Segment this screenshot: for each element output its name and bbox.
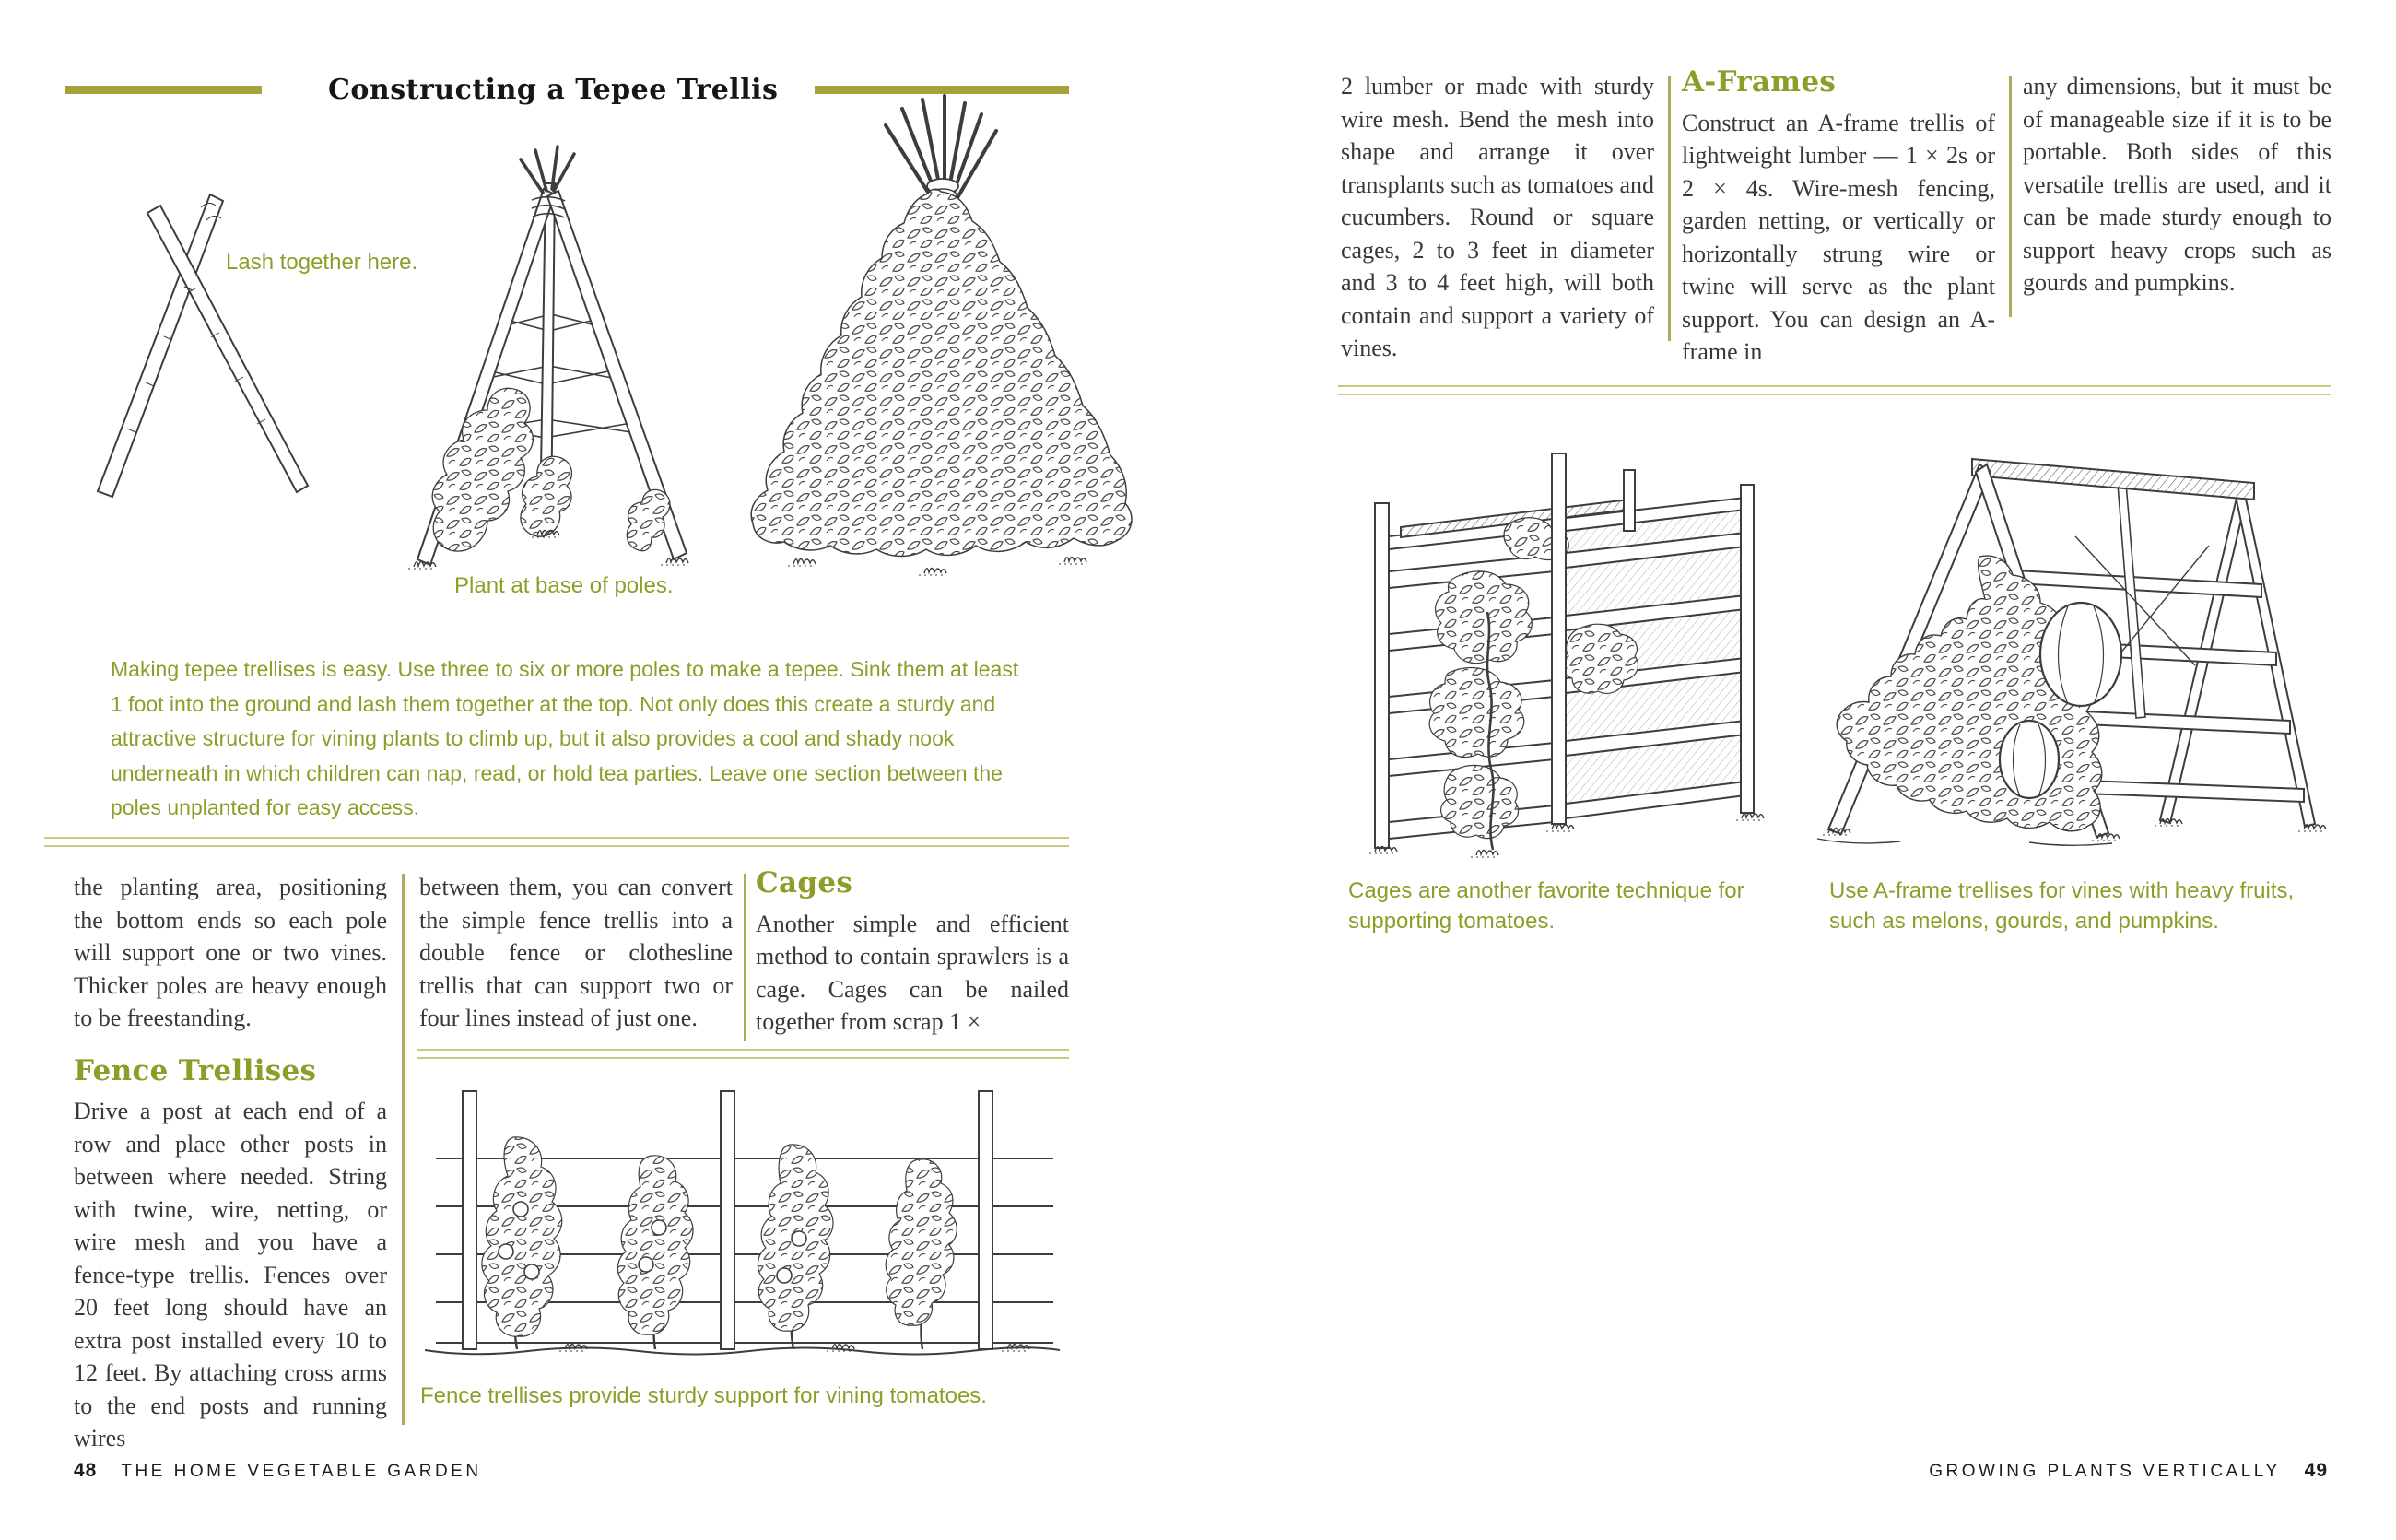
- footer-right: [1929, 1460, 2328, 1482]
- chapter-title: GROWING PLANTS VERTICALLY: [1929, 1462, 2281, 1481]
- tepee-trellis-illustration: [362, 134, 740, 594]
- right-column-2: [1682, 66, 1995, 369]
- page-right: [1338, 0, 2331, 1540]
- plant-label: Plant at base of poles.: [454, 573, 674, 598]
- right-column-1: [1341, 70, 1654, 365]
- aframes-heading: A-Frames: [1682, 65, 1837, 99]
- cage-figure-caption: Cages are another favorite technique for supporting tomatoes.: [1348, 878, 1744, 934]
- column-separator: [744, 874, 746, 1041]
- aframes-text-continued: any dimensions, but it must be of manageable size if it is to be portable. Both sides of this versatile trellis are used, and it can be made sturdy enough to support heavy crops such as gourds and pumpkins.: [2023, 73, 2331, 296]
- aframe-trellis-illustration: [1799, 426, 2333, 866]
- header-rule-left: [65, 86, 262, 94]
- tepee-intro-text: Making tepee trellises is easy. Use three to six or more poles to make a tepee. Sink them at least 1 foot into the ground and lash them together at the top. Not only does this create a sturdy and attractive structure for vining plants to climb up, but it also provides a cool and shady nook underneath in which children can nap, read, or hold tea parties. Leave one section between the poles unplanted for easy access.: [111, 657, 1019, 819]
- left-column-2: [419, 871, 733, 1035]
- page-left: [44, 0, 1069, 1540]
- left-column-1: [74, 871, 387, 1455]
- column-separator: [2009, 76, 2012, 317]
- footer-left: [74, 1460, 482, 1482]
- divider-rule: [44, 837, 1069, 847]
- page-number: 49: [2304, 1460, 2328, 1481]
- fence-trellises-heading: Fence Trellises: [74, 1053, 317, 1087]
- cage-trellis-illustration: [1347, 415, 1799, 866]
- fence-trellises-text: Drive a post at each end of a row and place other posts in between where needed. String with twine, wire, netting, or wire mesh and you have a fence-type trellis. Fences over 20 feet long should have an extra post installed every 10 to 12 feet. By attaching cross arms to the end posts and running wires: [74, 1098, 387, 1452]
- aframe-figure-caption: Use A-frame trellises for vines with heavy fruits, such as melons, gourds, and pumpkins.: [1829, 878, 2295, 934]
- tepee-covered-illustration: [740, 83, 1145, 599]
- aframes-text: Construct an A-frame trellis of lightweight lumber — 1 × 2s or 2 × 4s. Wire-mesh fencing, garden netting, or vertically or horizontally strung wire or twine will serve as the plant support. You can design an A-frame in: [1682, 109, 1995, 365]
- divider-rule: [417, 1049, 1069, 1059]
- fence-trellis-illustration: [417, 1071, 1069, 1370]
- cages-text: Another simple and efficient method to contain sprawlers is a cage. Cages can be nailed together from scrap 1 ×: [756, 910, 1069, 1035]
- cages-text-continued: 2 lumber or made with sturdy wire mesh. Bend the mesh into shape and arrange it over transplants such as tomatoes and cucumbers. Round or square cages, 2 to 3 feet in diameter and 3 to 4 feet high, will both contain and support a variety of vines.: [1341, 73, 1654, 361]
- fence-figure-caption: Fence trellises provide sturdy support for vining tomatoes.: [420, 1383, 987, 1408]
- body-text-continued: the planting area, positioning the bottom ends so each pole will support one or two vines. Thicker poles are heavy enough to be freestanding.: [74, 874, 387, 1031]
- lash-label: Lash together here.: [226, 250, 418, 275]
- left-column-3: [756, 867, 1069, 1039]
- column-separator: [402, 874, 405, 1425]
- divider-rule: [1338, 385, 2331, 395]
- cages-heading: Cages: [756, 866, 853, 899]
- right-column-3: [2023, 70, 2331, 300]
- body-text-middle: between them, you can convert the simple fence trellis into a double fence or clothesline trellis that can support two or four lines instead of just one.: [419, 874, 733, 1031]
- page-title: Constructing a Tepee Trellis: [328, 74, 779, 106]
- book-title: THE HOME VEGETABLE GARDEN: [121, 1462, 482, 1481]
- page-number: 48: [74, 1460, 98, 1481]
- tepee-poles-illustration: [72, 152, 348, 511]
- column-separator: [1668, 76, 1671, 341]
